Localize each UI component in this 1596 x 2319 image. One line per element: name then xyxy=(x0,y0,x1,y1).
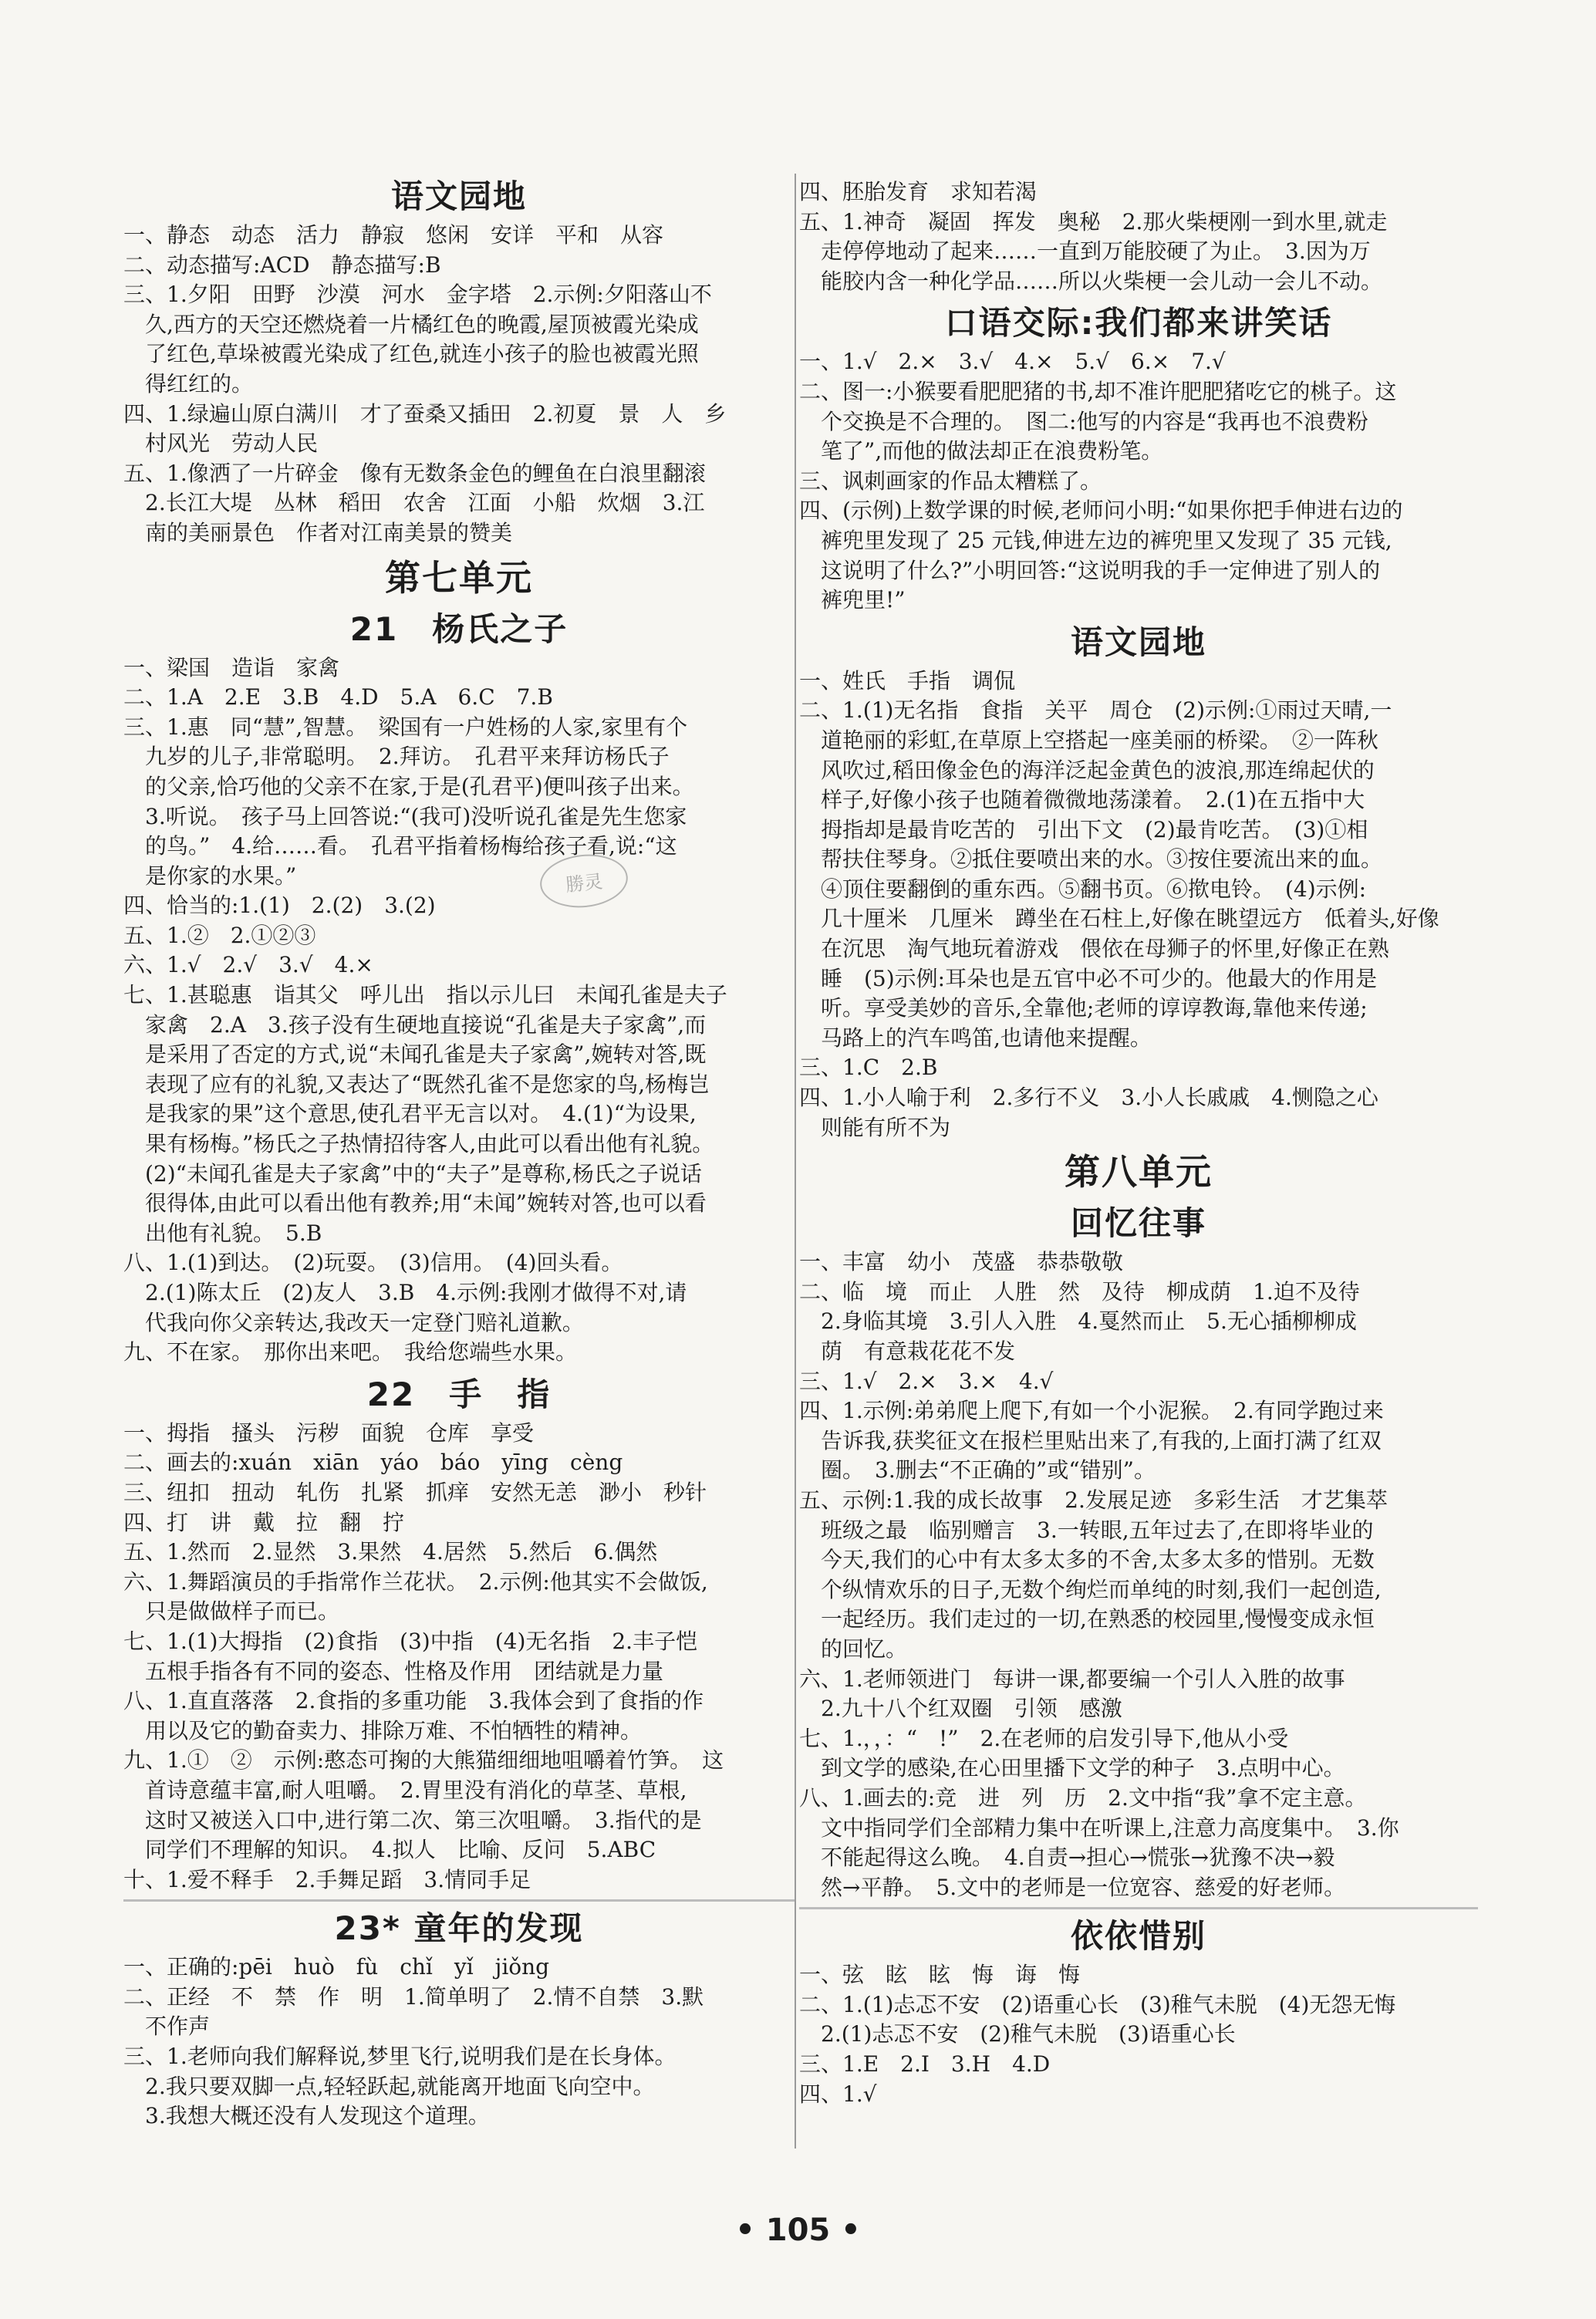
answer-line: 帮扶住琴身。②抵住要喷出来的水。③按住要流出来的血。 xyxy=(799,846,1383,873)
answer-line: 三、讽刺画家的作品太糟糕了。 xyxy=(799,468,1102,494)
section-separator xyxy=(123,1899,795,1902)
answer-line: 村风光 劳动人民 xyxy=(123,430,319,457)
answer-line: 3.我想大概还没有人发现这个道理。 xyxy=(123,2103,490,2129)
answer-line: 五、1.神奇 凝固 挥发 奥秘 2.那火柴梗刚一到水里,就走 xyxy=(799,208,1388,235)
answer-line: 三、1.√ 2.× 3.× 4.√ xyxy=(799,1368,1054,1394)
answer-line: 七、1.(1)大拇指 (2)食指 (3)中指 (4)无名指 2.丰子恺 xyxy=(123,1628,698,1654)
answer-line: 2.(1)陈太丘 (2)友人 3.B 4.示例:我刚才做得不对,请 xyxy=(123,1280,687,1305)
answer-line: 然→平静。 5.文中的老师是一位宽容、慈爱的好老师。 xyxy=(799,1874,1346,1900)
answer-line: 三、1.老师向我们解释说,梦里飞行,说明我们是在长身体。 xyxy=(123,2044,677,2070)
answer-line: 这说明了什么?”小明回答:“这说明我的手一定伸进了别人的 xyxy=(799,557,1381,583)
answer-line: 六、1.舞蹈演员的手指常作兰花状。 2.示例:他其实不会做饭, xyxy=(123,1568,708,1595)
answer-line: 拇指却是最肯吃苦的 引出下文 (2)最肯吃苦。 (3)①相 xyxy=(799,816,1368,842)
answer-line: 笔了”,而他的做法却正在浪费粉笔。 xyxy=(799,438,1163,464)
answer-line: 首诗意蕴丰富,耐人咀嚼。 2.胃里没有消化的草茎、草根, xyxy=(123,1777,687,1803)
answer-line: 样子,好像小孩子也随着微微地荡漾着。 2.(1)在五指中大 xyxy=(799,787,1365,813)
answer-line: 2.身临其境 3.引人入胜 4.戛然而止 5.无心插柳柳成 xyxy=(799,1308,1357,1335)
answer-line: 八、1.直直落落 2.食指的多重功能 3.我体会到了食指的作 xyxy=(123,1688,704,1714)
answer-line: 四、胚胎发育 求知若渴 xyxy=(799,179,1038,204)
answer-line: 一、姓氏 手指 调侃 xyxy=(799,667,1016,694)
answer-line: 二、动态描写:ACD 静态描写:B xyxy=(123,251,441,278)
answer-line: 五、1.② 2.①②③ xyxy=(123,922,316,948)
answer-line: 走停停地动了起来……一直到万能胶硬了为止。 3.因为万 xyxy=(799,238,1371,265)
answer-line: 是我家的果”这个意思,使孔君平无言以对。 4.(1)“为设果, xyxy=(123,1101,697,1127)
answer-line: 能胶内含一种化学品……所以火柴梗一会儿动一会儿不动。 xyxy=(799,268,1383,294)
right-column xyxy=(799,177,1478,2109)
answer-line: 听。享受美妙的音乐,全靠他;老师的谆谆教诲,靠他来传递; xyxy=(799,995,1368,1021)
answer-line: 六、1.老师领进门 每讲一课,都要编一个引人入胜的故事 xyxy=(799,1666,1345,1692)
answer-line: 同学们不理解的知识。 4.拟人 比喻、反问 5.ABC xyxy=(123,1837,656,1863)
left-column xyxy=(123,170,795,2132)
answer-line: 告诉我,获奖征文在报栏里贴出来了,有我的,上面打满了红双 xyxy=(799,1427,1382,1453)
answer-line: 二、临 境 而止 人胜 然 及待 柳成荫 1.迫不及待 xyxy=(799,1278,1360,1305)
answer-line: 一、静态 动态 活力 静寂 悠闲 安详 平和 从容 xyxy=(123,222,664,248)
answer-line: 六、1.√ 2.√ 3.√ 4.× xyxy=(123,952,373,978)
answer-line: 道艳丽的彩虹,在草原上空搭起一座美丽的桥梁。 ②一阵秋 xyxy=(799,727,1378,753)
answer-line: 九岁的儿子,非常聪明。 2.拜访。 孔君平来拜访杨氏子 xyxy=(123,744,670,770)
answer-line: 马路上的汽车鸣笛,也请他来提醒。 xyxy=(799,1024,1152,1051)
answer-line: 一、弦 眩 眩 悔 诲 悔 xyxy=(799,1962,1081,1988)
answer-line: 的鸟。” 4.给……看。 孔君平指着杨梅给孩子看,说:“这 xyxy=(123,833,677,859)
answer-line: 四、1.√ xyxy=(799,2081,877,2107)
answer-line: 南的美丽景色 作者对江南美景的赞美 xyxy=(123,519,513,545)
answer-line: 班级之最 临别赠言 3.一转眼,五年过去了,在即将毕业的 xyxy=(799,1517,1374,1543)
answer-line: 这时又被送入口中,进行第二次、第三次咀嚼。 3.指代的是 xyxy=(123,1807,702,1833)
answer-line: 个交换是不合理的。 图二:他写的内容是“我再也不浪费粉 xyxy=(799,408,1368,434)
answer-line: 三、1.惠 同“慧”,智慧。 梁国有一户姓杨的人家,家里有个 xyxy=(123,714,688,740)
answer-line: 果有杨梅。”杨氏之子热情招待客人,由此可以看出他有礼貌。 xyxy=(123,1131,714,1157)
answer-line: 在沉思 淘气地玩着游戏 偎依在母狮子的怀里,好像正在熟 xyxy=(799,936,1389,962)
answer-line: 只是做做样子而已。 xyxy=(123,1598,340,1625)
answer-line: 四、1.示例:弟弟爬上爬下,有如一个小泥猴。 2.有同学跑过来 xyxy=(799,1398,1384,1424)
unit-heading: 第七单元 xyxy=(385,556,533,599)
answer-line: 3.听说。 孩子马上回答说:“(我可)没听说孔雀是先生您家 xyxy=(123,803,687,829)
answer-line: 代我向你父亲转达,我改天一定登门赔礼道歉。 xyxy=(123,1309,584,1335)
answer-line: 几十厘米 几厘米 蹲坐在石柱上,好像在眺望远方 低着头,好像 xyxy=(799,906,1439,932)
answer-line: 四、(示例)上数学课的时候,老师问小明:“如果你把手伸进右边的 xyxy=(799,498,1403,524)
answer-line: 2.我只要双脚一点,轻轻跃起,就能离开地面飞向空中。 xyxy=(123,2073,655,2099)
column-divider xyxy=(795,174,796,2149)
answer-line: 2.长江大堤 丛林 稻田 农舍 江面 小船 炊烟 3.江 xyxy=(123,490,705,516)
answer-line: 家禽 2.A 3.孩子没有生硬地直接说“孔雀是夫子家禽”,而 xyxy=(123,1011,707,1038)
answer-line: 十、1.爱不释手 2.手舞足蹈 3.情同手足 xyxy=(123,1866,531,1892)
answer-line: 九、不在家。 那你出来吧。 我给您端些水果。 xyxy=(123,1339,578,1365)
answer-line: 2.(1)忐忑不安 (2)稚气未脱 (3)语重心长 xyxy=(799,2021,1236,2047)
answer-line: 三、1.C 2.B xyxy=(799,1055,938,1081)
answer-line: 五、1.像洒了一片碎金 像有无数条金色的鲤鱼在白浪里翻滚 xyxy=(123,460,706,486)
answer-line: 的父亲,恰巧他的父亲不在家,于是(孔君平)便叫孩子出来。 xyxy=(123,773,694,799)
answer-line: 裤兜里!” xyxy=(799,587,906,613)
section-heading: 回忆往事 xyxy=(1070,1204,1206,1243)
answer-line: 则能有所不为 xyxy=(799,1114,951,1140)
answer-line: 是你家的水果。” xyxy=(123,862,297,889)
answer-line: 的回忆。 xyxy=(799,1635,908,1662)
answer-line: (2)“未闻孔雀是夫子家禽”中的“夫子”是尊称,杨氏之子说话 xyxy=(123,1160,702,1187)
answer-line: 三、1.E 2.I 3.H 4.D xyxy=(799,2051,1051,2078)
answer-line: 一、梁国 造诣 家禽 xyxy=(123,654,340,680)
section-heading: 依依惜别 xyxy=(1070,1917,1206,1956)
answer-line: 二、正经 不 禁 作 明 1.简单明了 2.情不自禁 3.默 xyxy=(123,1983,704,2010)
answer-line: 五、1.然而 2.显然 3.果然 4.居然 5.然后 6.偶然 xyxy=(123,1539,658,1565)
stamp-mark: 勝灵 xyxy=(538,850,630,912)
answer-line: 三、纽扣 扭动 轧伤 扎紧 抓痒 安然无恙 渺小 秒针 xyxy=(123,1479,707,1505)
answer-line: 一、拇指 搔头 污秽 面貌 仓库 享受 xyxy=(123,1419,535,1446)
answer-line: 不作声 xyxy=(123,2014,211,2040)
answer-line: 荫 有意栽花花不发 xyxy=(799,1338,1016,1364)
answer-line: 是采用了否定的方式,说“未闻孔雀是夫子家禽”,婉转对答,既 xyxy=(123,1041,707,1068)
unit-heading: 第八单元 xyxy=(1065,1151,1213,1193)
answer-line: 五、示例:1.我的成长故事 2.发展足迹 多彩生活 才艺集萃 xyxy=(799,1487,1388,1513)
answer-line: 用以及它的勤奋卖力、排除万难、不怕牺牲的精神。 xyxy=(123,1717,643,1743)
answer-line: 裤兜里发现了 25 元钱,伸进左边的裤兜里又发现了 35 元钱, xyxy=(799,527,1392,553)
answer-line: 八、1.画去的:竞 进 列 历 2.文中指“我”拿不定主意。 xyxy=(799,1784,1367,1811)
answer-line: 不能起得这么晚。 4.自责→担心→慌张→犹豫不决→毅 xyxy=(799,1845,1335,1871)
answer-line: 七、1.，，：“ !” 2.在老师的启发引导下,他从小受 xyxy=(799,1725,1289,1751)
page-number: • 105 • xyxy=(735,2213,861,2248)
answer-line: 二、1.(1)无名指 食指 关平 周仓 (2)示例:①雨过天晴,一 xyxy=(799,697,1392,724)
answer-line: 一、1.√ 2.× 3.√ 4.× 5.√ 6.× 7.√ xyxy=(799,349,1226,375)
answer-line: 风吹过,稻田像金色的海洋泛起金黄色的波浪,那连绵起伏的 xyxy=(799,757,1375,783)
answer-line: 2.九十八个红双圈 引领 感激 xyxy=(799,1696,1122,1722)
answer-line: 一、正确的:pēi huò fù chǐ yǐ jiǒng xyxy=(123,1954,550,1980)
section-separator xyxy=(799,1907,1478,1909)
answer-line: 圈。 3.删去“不正确的”或“错别”。 xyxy=(799,1457,1156,1484)
answer-line: 很得体,由此可以看出他有教养;用“未闻”婉转对答,也可以看 xyxy=(123,1190,707,1217)
answer-line: 九、1.① ② 示例:憨态可掬的大熊猫细细地咀嚼着竹笋。 这 xyxy=(123,1747,724,1774)
answer-line: ④顶住要翻倒的重东西。⑤翻书页。⑥揿电铃。 (4)示例: xyxy=(799,876,1367,902)
answer-line: 今天,我们的心中有太多太多的不舍,太多太多的惜别。无数 xyxy=(799,1547,1375,1573)
answer-line: 出他有礼貌。 5.B xyxy=(123,1220,322,1246)
answer-line: 二、画去的:xuán xiān yáo báo yīng cèng xyxy=(123,1450,623,1476)
answer-line: 四、1.绿遍山原白满川 才了蚕桑又插田 2.初夏 景 人 乡 xyxy=(123,400,727,427)
answer-line: 四、恰当的:1.(1) 2.(2) 3.(2) xyxy=(123,893,436,919)
answer-line: 个纵情欢乐的日子,无数个绚烂而单纯的时刻,我们一起创造, xyxy=(799,1576,1382,1602)
answer-line: 到文学的感染,在心田里播下文学的种子 3.点明中心。 xyxy=(799,1755,1345,1781)
section-heading: 23* 童年的发现 xyxy=(334,1909,584,1948)
section-heading: 口语交际:我们都来讲笑话 xyxy=(944,304,1333,343)
answer-line: 一起经历。我们走过的一切,在熟悉的校园里,慢慢变成永恒 xyxy=(799,1606,1375,1632)
section-heading: 21 杨氏之子 xyxy=(349,609,569,648)
answer-line: 久,西方的天空还燃烧着一片橘红色的晚霞,屋顶被霞光染成 xyxy=(123,311,699,337)
answer-line: 二、1.A 2.E 3.B 4.D 5.A 6.C 7.B xyxy=(123,684,553,711)
answer-line: 得红红的。 xyxy=(123,370,254,397)
answer-line: 一、丰富 幼小 茂盛 恭恭敬敬 xyxy=(799,1249,1124,1275)
answer-line: 二、图一:小猴要看肥肥猪的书,却不准许肥肥猪吃它的桃子。这 xyxy=(799,378,1397,404)
section-heading: 22 手 指 xyxy=(366,1375,552,1413)
section-heading: 语文园地 xyxy=(1070,623,1206,661)
answer-line: 八、1.(1)到达。 (2)玩耍。 (3)信用。 (4)回头看。 xyxy=(123,1250,623,1276)
answer-line: 四、打 讲 戴 拉 翻 拧 xyxy=(123,1509,405,1535)
answer-line: 五根手指各有不同的姿态、性格及作用 团结就是力量 xyxy=(123,1658,664,1684)
answer-line: 表现了应有的礼貌,又表达了“既然孔雀不是您家的鸟,杨梅岂 xyxy=(123,1071,710,1097)
answer-line: 睡 (5)示例:耳朵也是五官中必不可少的。他最大的作用是 xyxy=(799,965,1378,991)
answer-line: 四、1.小人喻于利 2.多行不义 3.小人长戚戚 4.恻隐之心 xyxy=(799,1085,1378,1111)
answer-line: 三、1.夕阳 田野 沙漠 河水 金字塔 2.示例:夕阳落山不 xyxy=(123,282,712,308)
answer-line: 文中指同学们全部精力集中在听课上,注意力高度集中。 3.你 xyxy=(799,1814,1399,1841)
section-heading: 语文园地 xyxy=(390,177,527,215)
answer-line: 了红色,草垛被霞光染成了红色,就连小孩子的脸也被霞光照 xyxy=(123,341,699,367)
answer-line: 七、1.甚聪惠 诣其父 呼儿出 指以示儿曰 未闻孔雀是夫子 xyxy=(123,982,727,1008)
answer-line: 二、1.(1)忐忑不安 (2)语重心长 (3)稚气未脱 (4)无怨无悔 xyxy=(799,1991,1396,2017)
